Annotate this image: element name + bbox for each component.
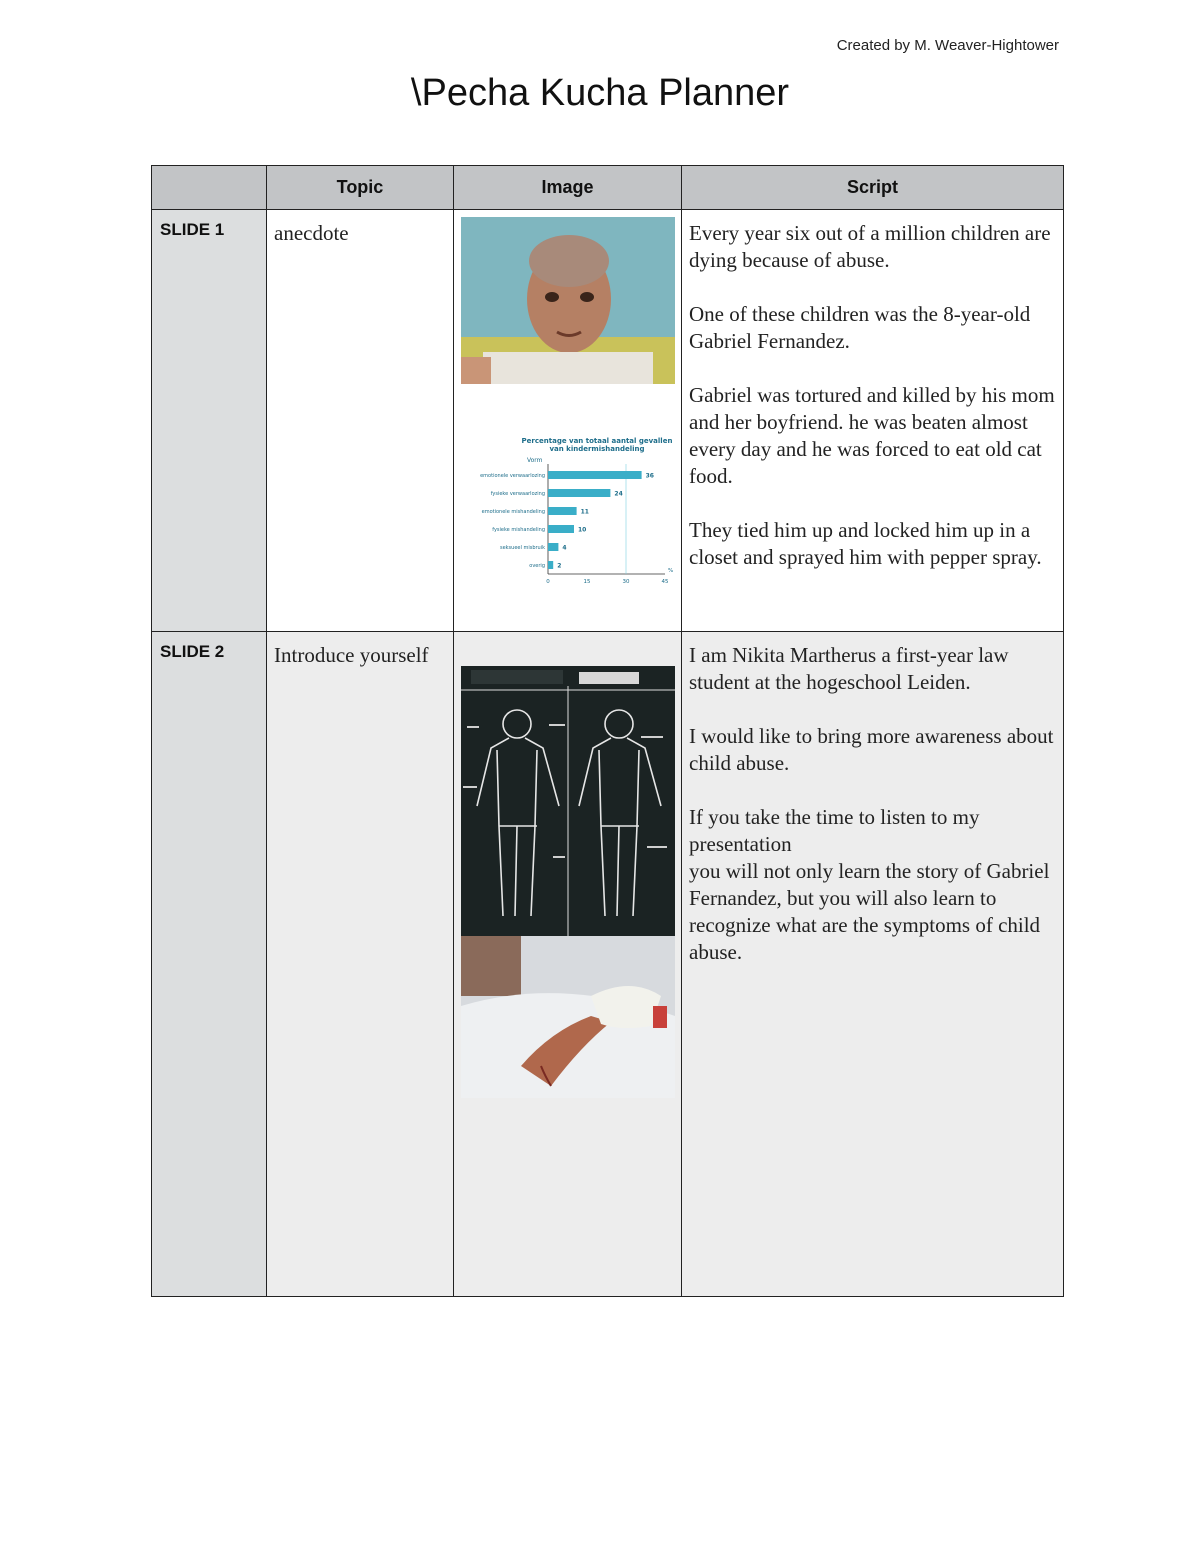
chart-data-label: 36 xyxy=(645,472,654,480)
chart-category-label: emotionele mishandeling xyxy=(481,509,545,515)
chart-bar xyxy=(548,525,574,533)
chart-bar xyxy=(548,543,558,551)
chart-data-label: 24 xyxy=(614,490,623,498)
header-blank xyxy=(152,166,267,210)
header-topic: Topic xyxy=(267,166,454,210)
chart-data-label: 10 xyxy=(578,526,587,534)
image-cell xyxy=(454,210,682,632)
chart-ylabel: Vorm xyxy=(527,457,543,464)
table-row xyxy=(152,632,1064,1297)
script-paragraph: Every year six out of a million children are dying because of abuse. xyxy=(689,221,1051,272)
hospital-hand-photo xyxy=(461,936,675,1098)
chart-tick-label: 15 xyxy=(583,579,591,584)
slide-label: SLIDE 1 xyxy=(152,210,267,632)
script-paragraph: One of these children was the 8-year-old Gabriel Fernandez. xyxy=(689,302,1031,353)
script-paragraph: Gabriel was tortured and killed by his mom and her boyfriend. he was beaten almost every day and he was forced to eat old cat food. xyxy=(689,383,1055,488)
chart-xlabel: % xyxy=(668,568,674,574)
chart-tick-label: 30 xyxy=(622,579,630,584)
chart-category-label: overig xyxy=(529,563,545,569)
chart-tick-label: 0 xyxy=(546,579,550,584)
abuse-percentage-chart xyxy=(461,434,675,584)
chart-title: Percentage van totaal aantal gevallen xyxy=(521,437,673,445)
script-paragraph: I would like to bring more awareness about child abuse. xyxy=(689,724,1054,775)
script-paragraph: If you take the time to listen to my presentation xyxy=(689,805,980,856)
chart-data-label: 11 xyxy=(580,508,589,516)
chart-bar xyxy=(548,561,553,569)
slide-label: SLIDE 2 xyxy=(152,632,267,1297)
header-row xyxy=(152,166,1064,210)
author-credit: Created by M. Weaver-Hightower xyxy=(836,37,1059,54)
body-injury-diagram-image xyxy=(461,666,675,936)
chart-bar xyxy=(548,489,610,497)
script-cell xyxy=(682,632,1064,1297)
chart-data-label: 4 xyxy=(562,544,567,552)
chart-data-label: 2 xyxy=(557,562,562,570)
header-image: Image xyxy=(454,166,682,210)
chart-bar xyxy=(548,507,577,515)
topic-cell: Introduce yourself xyxy=(267,632,454,1297)
script-paragraph: I am Nikita Martherus a first-year law student at the hogeschool Leiden. xyxy=(689,643,1009,694)
chart-title: van kindermishandeling xyxy=(549,445,645,453)
chart-category-label: fysieke mishandeling xyxy=(492,527,545,533)
header-script: Script xyxy=(682,166,1064,210)
chart-category-label: seksueel misbruik xyxy=(499,545,545,551)
script-paragraph: They tied him up and locked him up in a closet and sprayed him with pepper spray. xyxy=(689,518,1042,569)
script-cell xyxy=(682,210,1064,632)
chart-bar xyxy=(548,471,642,479)
chart-tick-label: 45 xyxy=(661,579,669,584)
page-title: \Pecha Kucha Planner xyxy=(410,72,790,114)
child-portrait-image xyxy=(461,217,675,384)
chart-category-label: emotionele verwaarlozing xyxy=(480,473,545,479)
topic-cell: anecdote xyxy=(267,210,454,632)
image-cell xyxy=(454,632,682,1297)
planner-table xyxy=(151,165,1064,1297)
chart-category-label: fysieke verwaarlozing xyxy=(490,491,545,497)
script-paragraph: you will not only learn the story of Gabriel Fernandez, but you will also learn to recognize what are the symptoms of child abuse. xyxy=(689,859,1050,964)
table-row xyxy=(152,210,1064,632)
